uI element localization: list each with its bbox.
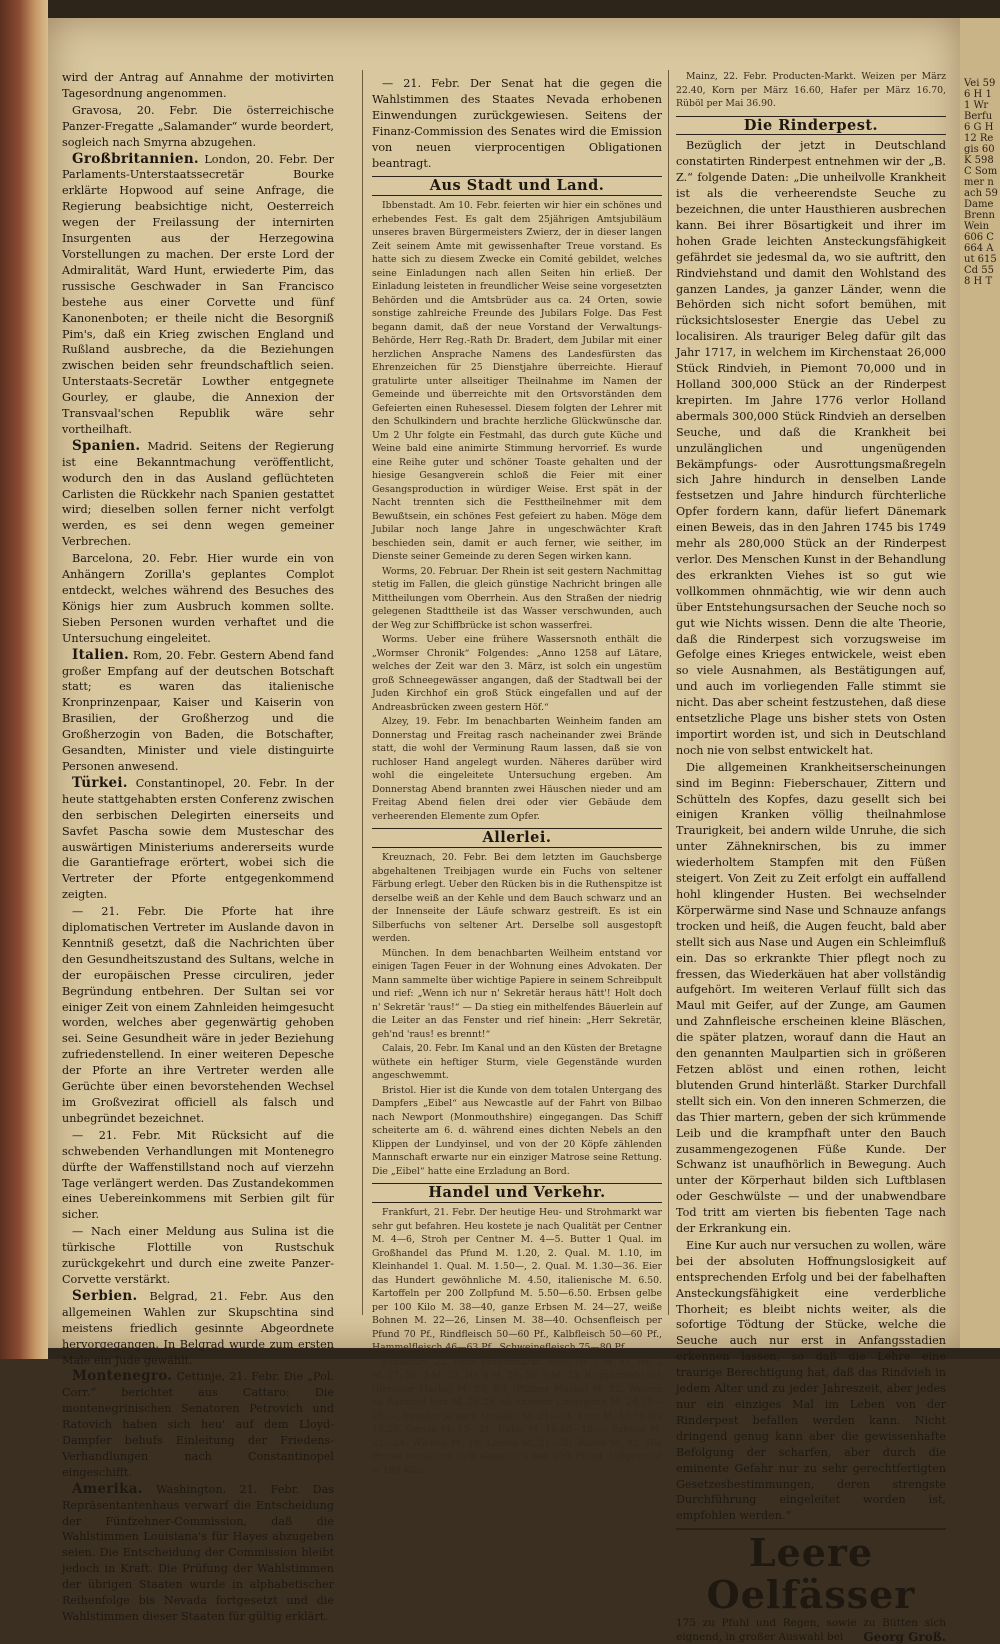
local-news: Alzey, 19. Febr. Im benachbarten Weinheim fanden am Donnerstag und Freitag rasch nacheinander zwei Brände statt, die wohl der Verminung Raum lassen, daß sie von ruchloser Hand angelegt wurden. Näheres darüber wird wohl die eingeleitete Untersuchung ergeben. Am Donnerstag Abend brannten zwei Häuschen nieder und am Freitag Abend fielen drei oder vier Gebäude dem verheerenden Elemente zum Opfer. xyxy=(372,716,662,822)
section-heading-stadt-und-land: Aus Stadt und Land. xyxy=(372,176,662,196)
misc-news: Kreuznach, 20. Febr. Bei dem letzten im Gauchsberge abgehaltenen Treibjagen wurde ein Fuchs von seltener Färbung erlegt. Ueber den Rücken bis in die Ruthenspitze ist derselbe weiß an der Kehle und dem Bauch schwarz und an der Innenseite der Läufe schwarz gestreift. Es ist ein Silberfuchs von seltener Art. Derselbe soll ausgestopft werden. xyxy=(372,852,662,945)
article-text: Cettinje, 21. Febr. Die „Pol. Corr.“ berichtet aus Cattaro: Die montenegrinischen Senatoren Petrovich und Ratovich haben sich heu' auf dem Lloyd-Dampfer behufs Einleitung der Friedens-Verhandlungen nach Constantinopel eingeschifft. xyxy=(62,1370,334,1479)
next-page-edge xyxy=(960,18,1000,1348)
misc-news: Bristol. Hier ist die Kunde von dem totalen Untergang des Dampfers „Eibel“ aus Newcastle auf der Fahrt von Bilbao nach Newport (Monmouthshire) eingegangen. Das Schiff scheiterte am 6. d. während eines dichten Nebels an den Klippen der Lundyinsel, und von der 20 Köpfe zählenden Mannschaft erwarte nur ein einziger Matrose seine Rettung. Die „Eibel“ hatte eine Erzladung an Bord. xyxy=(372,1084,662,1177)
market-report: Frankfurt, 22. Febr. Fruchtmarkt. Mehl Nr. 1 M. 41, Nr. 2 M. 37, Nr. 3 M. 33, Nr. 4 M. 29, Nr. 5 M. 23. Roggenmehl 0/1 (Berliner Marke) M. 27, 0/1 (Pfälzer Marke) M. 22. Weizen ab Bahnhof hier M. 26.25, ab unserer Umgegend M. 24.75—25.—, fremder je nach Qualität M. 21—24. Korn M. 17.75 bis 19.25. Gerste M. 19—21. Hafer M. 15.50—18.—. Erbsen M. 21—24. Wicken M. 19. Linsen M. 21—30. Rüböl M. 82. Die Preise verstehen sich sämmtlich per 200 Pfund Zollgewicht = 100 Kilo. xyxy=(372,1356,662,1476)
article-text: Rom, 20. Febr. Gestern Abend fand großer Empfang auf der deutschen Botschaft statt; es waren das italienische Kronprinzenpaar, Kaiser und Kaiserin von Brasilien, der Großherzog und die Großherzogin von Baden, die Botschafter, Gesandten, Minister und viele distinguirte Personen anwesend. xyxy=(62,648,334,773)
country-heading: Montenegro. xyxy=(72,1368,173,1385)
ad-title: Leere Oelfässer xyxy=(706,1530,916,1618)
local-news: Ibbenstadt. Am 10. Febr. feierten wir hier ein schönes und erhebendes Fest. Es galt dem 25jährigen Amtsjubiläum unseres braven Bürgermeisters Zwierz, der in dieser langen Zeit seinem Amte mit gewissenhafter Treue vorstand. Es hatte sich zu diesem Zwecke ein Comité gebildet, welches seine Einladungen nach allen Seiten hin erließ. Der Einladung leisteten in freundlicher Weise seine vorgesetzten Behörden und die Amtsbrüder aus ca. 24 Orten, sowie sonstige zahlreiche Freunde des Jubilars Folge. Das Fest begann damit, daß der neue Vorstand der Verwaltungs-Behörde, Herr Reg.-Rath Dr. Bradert, dem Jubilar mit einer herzlichen Ansprache Namens des Landesfürsten das Ehrenzeichen für 25 Dienstjahre überreichte. Hierauf gratulirte unter allseitiger Theilnahme im Namen der Gemeinde und überreichte mit den Ortsvorständen dem Gefeierten einen Ruhesessel. Diesem folgten der Lehrer mit den Schulkindern und brachte herzliche Glückwünsche dar. Um 2 Uhr folgte ein Festmahl, das durch gute Küche und Weine bald eine animirte Stimmung hervorrief. Es wurde eine Reihe guter und schöner Toaste gehalten und der hiesige Gesangverein schloß die Feier mit einer Gesangsproduction in würdiger Weise. Erst spät in der Nacht trennten sich die Festtheilnehmer mit dem Bewußtsein, ein schönes Fest gefeiert zu haben. Möge dem Jubilar noch lange Jahre in ungeschwächter Kraft beschieden sein, damit er auch ferner, wie seither, im Dienste seiner Gemeinde zu deren Segen wirken kann. xyxy=(372,200,662,563)
country-heading: Serbien. xyxy=(72,1287,138,1304)
article-text: Madrid. Seitens der Regierung ist eine Bekanntmachung veröffentlicht, wodurch den in das Ausland geflüchteten Carlisten die Rückkehr nach Spanien gestattet wird; dieselben sollen ferner nicht verfolgt werden, es sei denn wegen gemeiner Verbrechen. xyxy=(62,439,334,549)
article-text: London, 20. Febr. Der Parlaments-Unterstaatssecretär Bourke erklärte Hopwood auf seine Anfrage, die Regierung beabsichtige nicht, Oesterreich wegen der Freilassung der internirten Insurgenten aus der Herzegowina Vorstellungen zu machen. Der erste Lord der Admiralität, Ward Hunt, erwiederte Pim, das russische Geschwader in San Francisco bestehe aus einer Corvette und fünf Kanonenboten; er theile nicht die Besorgniß Pim's, daß ein Krieg zwischen England und Rußland ausbreche, da die Beziehungen zwischen beiden sehr freundschaftlich seien. Unterstaats-Secretär Lowther entgegnete Gourley, er glaube, die Annexion der Transvaal'schen Republik wäre sehr vortheilhaft. xyxy=(62,152,334,436)
column-3 xyxy=(676,70,946,1644)
misc-news: München. In dem benachbarten Weilheim entstand vor einigen Tagen Feuer in der Wohnung eines Advokaten. Der Mann sammelte über wichtige Papiere in seinem Schreibpult und rief: „Wenn ich nur n' Sekretär heraus hätt'! Holt doch n' Sekretär 'raus!“ — Da stieg ein mithelfendes Bäuerlein auf die Leiter an das Fenster und rief hinein: „Herr Sekretär, geh'nd 'raus! es brennt!“ xyxy=(372,947,662,1040)
article-text: Die allgemeinen Krankheitserscheinungen sind im Beginn: Fieberschauer, Zittern und Schütteln des Kopfes, dazu gesellt sich bei einigen Kranken völlig theilnahmlose Traurigkeit, bei andern wilde Unruhe, die sich unter Zähneknirschen, bis zu immer wiederholtem Stampfen mit den Füßen steigert. Von Zeit zu Zeit erfolgt ein auffallend hohl klingender Husten. Bei wechselnder Körperwärme sind Nase und Schnauze anfangs trocken und heiß, die Augen feucht, bald aber stellt sich aus Nase und Augen ein Schleimfluß ein. Das so erkrankte Thier pflegt noch zu fressen, das Wiederkäuen hat aber vollständig aufgehört. Im weiteren Verlauf füllt sich das Maul mit Geifer, auf der Zunge, am Gaumen und Zahnfleische erscheinen kleine Bläschen, die später platzen, worauf dann die Haut an den genannten Maulpartien sich in größeren Fetzen ablöst und einen rothen, leicht blutenden Grund hinterläßt. Starker Durchfall stellt sich ein. Von den inneren Schmerzen, die das Thier martern, geben der sich krümmende Leib und die krampfhaft unter den Bauch zusammengezogenen Füße Kunde. Der Schwanz ist unaufhörlich in Bewegung. Auch unter der Körperhaut bilden sich Luftblasen oder Geschwülste — und der unabwendbare Tod tritt am vierten bis fiebenten Tage nach der Erkrankung ein. xyxy=(676,760,946,1236)
column-rule xyxy=(668,70,669,1315)
country-heading: Spanien. xyxy=(72,437,141,454)
article-text: — 21. Febr. Mit Rücksicht auf die schwebenden Verhandlungen mit Montenegro dürfte der Waffenstillstand noch auf vierzehn Tage verlängert werden. Das Zustandekommen eines Uebereinkommens mit Serbien gilt für sicher. xyxy=(62,1128,334,1222)
next-page-fragment: Vei 596 H 11 Wr Berfu 6 G H 12 Regis 60 K 598 C Sommer nach 59 Dame Brenn Wein 606 C 664 Aut 615 Cd 558 H T xyxy=(964,78,998,287)
local-news: Worms. Ueber eine frühere Wassersnoth enthält die „Wormser Chronik“ Folgendes: „Anno 1258 auf Lätare, welches der Zeit war den 3. März, ist solch ein ungestüm groß Schneegewässer angangen, daß der Stadtwall bei der Juden Kirchhof ein groß Stück eingefallen und auf der Andreasbrücken zween gestern Höf.“ xyxy=(372,634,662,713)
book-binding xyxy=(0,0,48,1359)
column-1 xyxy=(62,70,335,1623)
article-text: — Nach einer Meldung aus Sulina ist die türkische Flottille von Rustschuk zurückgekehrt und durch eine zweite Panzer-Corvette verstärkt. xyxy=(62,1225,334,1286)
market-report: Mainz, 22. Febr. Producten-Markt. Weizen per März 22.40, Korn per März 16.60, Hafer per März 16.70, Rüböl per Mai 36.90. xyxy=(676,71,946,109)
article-text: Eine Kur auch nur versuchen zu wollen, wäre bei der absoluten Hoffnungslosigkeit auf entsprechenden Erfolg und bei der fabelhaften Ansteckungsfähigkeit eine verderbliche Thorheit; es bleibt nichts weiter, als die sofortige Tödtung der Stücke, welche die Seuche auch nur erst in Anfangsstadien erkennen lassen, so daß die Lehre eine traurige Berechtigung hat, daß das Rindvieh in jedem Alter und zu jeder Jahreszeit, aber jedes nur ein einziges Mal im Leben von der Rinderpest befallen werden kann. Nicht dringend genug kann aber die gewissenhafte Befolgung der scharfen, aber durch die eminente Gefahr nur zu sehr gerechtfertigten Gesetzesbestimmungen, deren strengste Durchführung eingeleitet worden ist, empfohlen werden.“ xyxy=(676,1238,946,1523)
section-heading-allerlei: Allerlei. xyxy=(372,828,662,848)
article-text: — 21. Febr. Der Senat hat die gegen die Wahlstimmen des Staates Nevada erhobenen Einwendungen zurückgewiesen. Seitens der Finanz-Commission des Senates wird die Emission von neuen vierprocentigen Obligationen beantragt. xyxy=(372,77,662,170)
article-text: Belgrad, 21. Febr. Aus den allgemeinen Wahlen zur Skupschtina sind meistens friedlich gesinnte Abgeordnete hervorgegangen. In Belgrad wurde zum ersten Male ein Jude gewählt. xyxy=(62,1289,334,1367)
article-text: — 21. Febr. Die Pforte hat ihre diplomatischen Vertreter im Auslande davon in Kenntniß gesetzt, daß die Nachrichten über den Gesundheitszustand des Sultans, welche in der europäischen Presse circuliren, jeder Begründung entbehren. Der Sultan sei vor einiger Zeit von einem Zahnleiden heimgesucht worden, welches aber gegenwärtig gehoben sei. Seine Gesundheit wäre in jeder Beziehung zufriedenstellend. In einer weiteren Depesche der Pforte an ihre Vertreter werden alle Gerüchte über einen bevorstehenden Wechsel im Großvezirat officiell als falsch und unbegründet bezeichnet. xyxy=(62,905,334,1125)
column-rule xyxy=(362,70,363,1315)
article-text: Barcelona, 20. Febr. Hier wurde ein von Anhängern Zorilla's geplantes Complot entdeckt, welches während des Besuches des Königs hier zum Ausbruch kommen sollte. Sieben Personen wurden verhaftet und die Untersuchung eingeleitet. xyxy=(62,552,334,645)
ad-advertiser: Georg Groß. xyxy=(863,1630,946,1644)
article-text: Washington, 21. Febr. Das Repräsentantenhaus verwarf die Entscheidung der Fünfzehner-Commission, daß die Wahlstimmen Louisiana's für Hayes abzugeben seien. Die Entscheidung der Commission bleibt jedoch in Kraft. Die Prüfung der Wahlstimmen der übrigen Staaten wurde in alphabetischer Reihenfolge bis Nevada fortgesetzt und die Wahlstimmen dieser Staaten für gültig erklärt. xyxy=(62,1482,334,1623)
section-heading-handel: Handel und Verkehr. xyxy=(372,1183,662,1203)
article-text: Constantinopel, 20. Febr. In der heute stattgehabten ersten Conferenz zwischen den serbischen Delegirten einerseits und Savfet Pascha sowie dem Musteschar des auswärtigen Ministeriums andererseits wurde die Garantiefrage erörtert, wobei sich die Vertreter der Pforte entgegenkommend zeigten. xyxy=(62,776,335,902)
article-text: Gravosa, 20. Febr. Die österreichische Panzer-Fregatte „Salamander“ wurde beordert, sogleich nach Smyrna abzugehen. xyxy=(62,103,334,149)
country-heading: Italien. xyxy=(72,646,130,663)
misc-news: Calais, 20. Febr. Im Kanal und an den Küsten der Bretagne wüthete ein heftiger Sturm, viele Gegenstände wurden angeschwemmt. xyxy=(372,1043,662,1082)
country-heading: Türkei. xyxy=(72,774,128,791)
advertisement xyxy=(676,1528,946,1644)
country-heading: Amerika. xyxy=(72,1480,143,1497)
local-news: Worms, 20. Februar. Der Rhein ist seit gestern Nachmittag stetig im Fallen, die gleich günstige Nachricht bringen alle Mittheilungen vom Oberrhein. Aus den Straßen der niedrig gelegenen Stadttheile ist das Wasser verschwunden, auch der Weg zur Schiffbrücke ist schon wasserfrei. xyxy=(372,565,662,631)
market-report: Frankfurt, 21. Febr. Der heutige Heu- und Strohmarkt war sehr gut befahren. Heu kostete je nach Qualität per Centner M. 4—6, Stroh per Centner M. 4—5. Butter 1 Qual. im Großhandel das Pfund M. 1.20, 2. Qual. M. 1.10, im Kleinhandel 1. Qual. M. 1.50—, 2. Qual. M. 1.30—36. Eier das Hundert gewöhnliche M. 4.50, italienische M. 6.50. Kartoffeln per 200 Zollpfund M. 5.50—6.50. Erbsen gelbe per 100 Kilo M. 38—40, ganze Erbsen M. 24—27, weiße Bohnen M. 22—26, Linsen M. 38—40. Ochsenfleisch per Pfund 70 Pf., Rindfleisch 50—60 Pf., Kalbfleisch 50—60 Pf., Hammelfleisch 46—63 Pf., Schweinefleisch 75—80 Pf. xyxy=(372,1207,662,1354)
column-2 xyxy=(372,76,662,1476)
ad-text: 175 zu Pfuhl und Regen, sowie zu Bütten sich eignend, in großer Auswahl bei Georg Groß. xyxy=(676,1617,946,1644)
article-text: Bezüglich der jetzt in Deutschland constatirten Rinderpest entnehmen wir der „B. Z.“ folgende Daten: „Die unheilvolle Krankheit ist als die verheerendste Seuche zu bezeichnen, die unter Hausthieren ausbrechen kann. Bei ihrer Bösartigkeit und ihrer im hohen Grade leichten Ansteckungsfähigkeit gefährdet sie jedesmal da, wo sie auftritt, den Rindviehstand und damit den Wohlstand des ganzen Landes, ja ganzer Länder, wenn die Behörden sich nicht sofort bemühen, mit rücksichtslosester Energie das Uebel zu localisiren. Als trauriger Beleg dafür gilt das Jahr 1717, in welchem im Kirchenstaat 26,000 Stück Rindvieh, in Piemont 70,000 und in Holland 300,000 Stück an der Rinderpest krepirten. Im Jahre 1776 verlor Holland abermals 300,000 Stück Rindvieh an derselben Seuche, und daß die Krankheit bei unzulänglichen und ungenügenden Bekämpfungs- oder Ausrottungsmaßregeln sich Jahre hindurch in denselben Lande festsetzen und Jahre hindurch fürchterliche Opfer fordern kann, dafür liefert Dänemark einen Beweis, das in den Jahren 1745 bis 1749 mehr als 280,000 Stück an der Rinderpest verlor. Des Menschen Kunst in der Behandlung des erkrankten Viehes ist so gut wie vollkommen ohnmächtig, wie wir denn auch über Entstehungsursachen der Seuche noch so gut wie Nichts wissen. Denn die alte Theorie, daß die Rinderpest sich vorzugsweise im Gefolge eines Krieges entwickele, weist eben so viele Ausnahmen, als Bestätigungen auf, und auch im vorliegenden Falle stimmt sie nicht. Das aber scheint festzustehen, daß diese entsetzliche Plage uns bisher stets von Osten importirt worden ist, und sich in Deutschland noch nie von selbst entwickelt hat. xyxy=(676,139,946,757)
section-heading-rinderpest: Die Rinderpest. xyxy=(676,116,946,136)
article-text: wird der Antrag auf Annahme der motivirten Tagesordnung angenommen. xyxy=(62,71,334,100)
country-heading: Großbritannien. xyxy=(72,150,199,167)
